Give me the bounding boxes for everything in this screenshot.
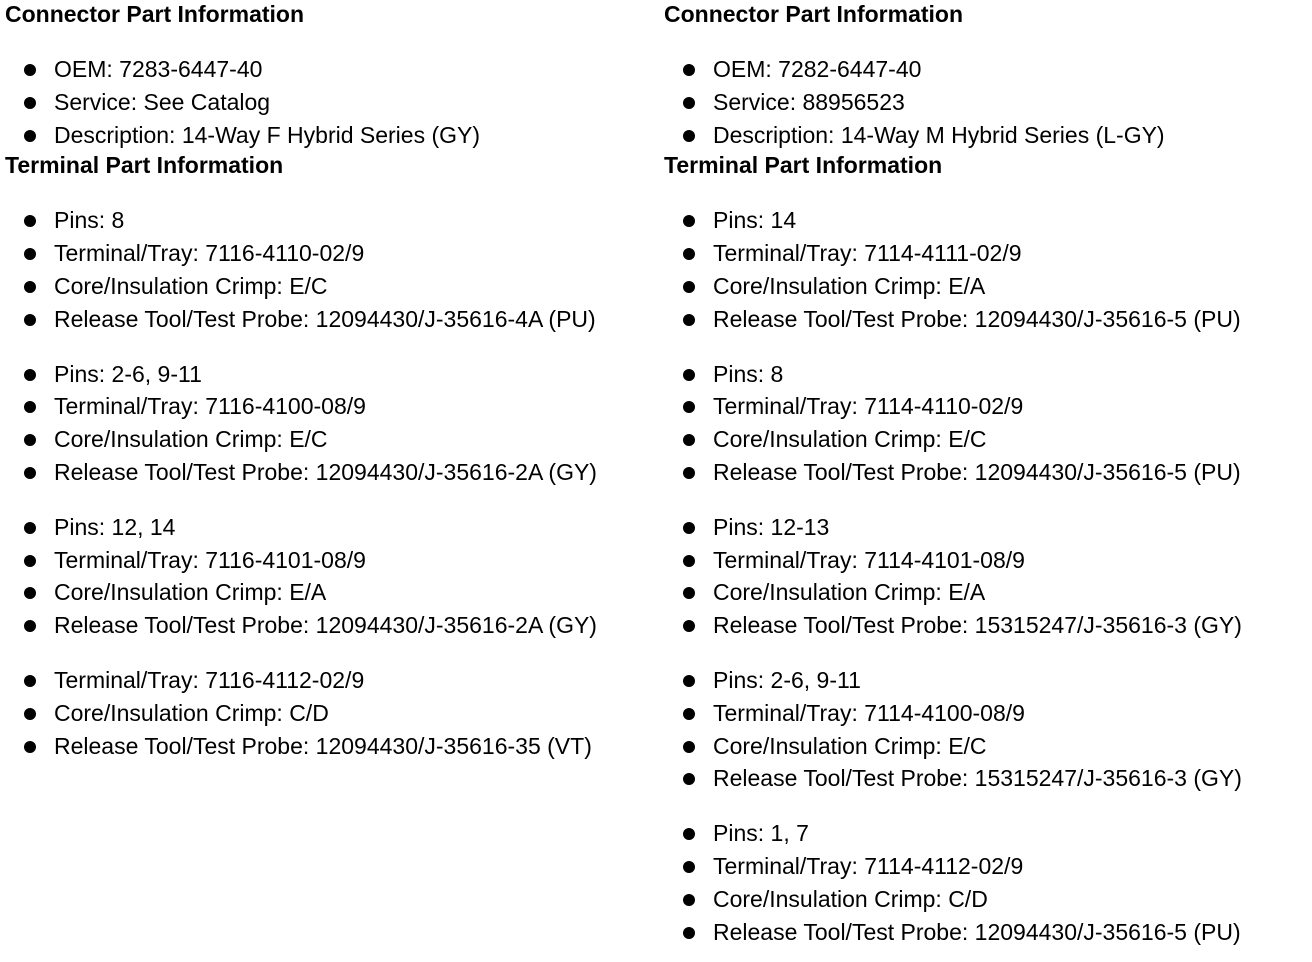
- bullet-icon: [24, 369, 36, 381]
- connector-heading: Connector Part Information: [664, 1, 964, 27]
- list-item: Core/Insulation Crimp: E/C: [5, 270, 655, 303]
- list-item: Terminal/Tray: 7114-4100-08/9: [664, 697, 1312, 730]
- list-item: Description: 14-Way M Hybrid Series (L-GY): [664, 119, 1312, 152]
- list-item: Pins: 12, 14: [5, 511, 655, 544]
- terminal-group: [5, 204, 655, 335]
- list-item: OEM: 7283-6447-40: [5, 53, 655, 86]
- bullet-icon: [683, 828, 695, 840]
- right-connector-column: [664, 0, 1312, 948]
- list-item: Release Tool/Test Probe: 12094430/J-35616-2A (GY): [5, 456, 655, 489]
- list-item: OEM: 7282-6447-40: [664, 53, 1312, 86]
- bullet-icon: [683, 314, 695, 326]
- terminal-group: [664, 204, 1312, 335]
- list-item: Core/Insulation Crimp: C/D: [5, 697, 655, 730]
- list-item: Core/Insulation Crimp: E/C: [664, 423, 1312, 456]
- bullet-icon: [683, 555, 695, 567]
- list-item: Pins: 8: [664, 358, 1312, 391]
- list-item: Pins: 2-6, 9-11: [664, 664, 1312, 697]
- list-item: Service: 88956523: [664, 86, 1312, 119]
- list-item: Terminal/Tray: 7116-4101-08/9: [5, 544, 655, 577]
- bullet-icon: [683, 741, 695, 753]
- terminal-group: [664, 511, 1312, 642]
- bullet-icon: [683, 215, 695, 227]
- bullet-icon: [683, 861, 695, 873]
- bullet-icon: [24, 130, 36, 142]
- connector-heading: Connector Part Information: [5, 1, 305, 27]
- list-item: Release Tool/Test Probe: 12094430/J-35616-5 (PU): [664, 916, 1312, 949]
- bullet-icon: [24, 314, 36, 326]
- bullet-icon: [24, 675, 36, 687]
- bullet-icon: [24, 555, 36, 567]
- list-item: Terminal/Tray: 7114-4112-02/9: [664, 850, 1312, 883]
- list-item: Release Tool/Test Probe: 12094430/J-35616-5 (PU): [664, 303, 1312, 336]
- bullet-icon: [683, 675, 695, 687]
- terminal-group: [664, 817, 1312, 948]
- terminal-group: [5, 664, 655, 762]
- list-item: Service: See Catalog: [5, 86, 655, 119]
- bullet-icon: [683, 587, 695, 599]
- list-item: Core/Insulation Crimp: E/A: [664, 576, 1312, 609]
- list-item: Terminal/Tray: 7114-4111-02/9: [664, 237, 1312, 270]
- terminal-heading: Terminal Part Information: [664, 152, 943, 179]
- bullet-icon: [683, 773, 695, 785]
- list-item: Terminal/Tray: 7114-4101-08/9: [664, 544, 1312, 577]
- left-connector-column: [5, 0, 655, 762]
- terminal-group: [664, 664, 1312, 795]
- list-item: Terminal/Tray: 7114-4110-02/9: [664, 390, 1312, 423]
- bullet-icon: [24, 708, 36, 720]
- bullet-icon: [683, 522, 695, 534]
- bullet-icon: [683, 708, 695, 720]
- bullet-icon: [683, 130, 695, 142]
- list-item: Core/Insulation Crimp: C/D: [664, 883, 1312, 916]
- terminal-heading: Terminal Part Information: [5, 152, 284, 179]
- bullet-icon: [683, 369, 695, 381]
- list-item: Core/Insulation Crimp: E/A: [5, 576, 655, 609]
- bullet-icon: [24, 248, 36, 260]
- connector-info-list: [664, 53, 1312, 151]
- list-item: Pins: 2-6, 9-11: [5, 358, 655, 391]
- list-item: Terminal/Tray: 7116-4100-08/9: [5, 390, 655, 423]
- list-item: Release Tool/Test Probe: 15315247/J-35616-3 (GY): [664, 762, 1312, 795]
- bullet-icon: [24, 587, 36, 599]
- list-item: Release Tool/Test Probe: 12094430/J-35616-5 (PU): [664, 456, 1312, 489]
- bullet-icon: [683, 248, 695, 260]
- list-item: Release Tool/Test Probe: 12094430/J-35616-35 (VT): [5, 730, 655, 763]
- terminal-group: [5, 358, 655, 489]
- list-item: Core/Insulation Crimp: E/C: [664, 730, 1312, 763]
- bullet-icon: [683, 927, 695, 939]
- bullet-icon: [683, 467, 695, 479]
- list-item: Description: 14-Way F Hybrid Series (GY): [5, 119, 655, 152]
- bullet-icon: [24, 741, 36, 753]
- list-item: Release Tool/Test Probe: 12094430/J-35616-4A (PU): [5, 303, 655, 336]
- bullet-icon: [24, 281, 36, 293]
- bullet-icon: [24, 215, 36, 227]
- list-item: Pins: 8: [5, 204, 655, 237]
- bullet-icon: [24, 620, 36, 632]
- bullet-icon: [683, 97, 695, 109]
- list-item: Pins: 1, 7: [664, 817, 1312, 850]
- connector-info-list: [5, 53, 655, 151]
- list-item: Pins: 12-13: [664, 511, 1312, 544]
- bullet-icon: [683, 281, 695, 293]
- bullet-icon: [24, 97, 36, 109]
- list-item: Core/Insulation Crimp: E/A: [664, 270, 1312, 303]
- list-item: Terminal/Tray: 7116-4112-02/9: [5, 664, 655, 697]
- terminal-group: [5, 511, 655, 642]
- list-item: Terminal/Tray: 7116-4110-02/9: [5, 237, 655, 270]
- bullet-icon: [683, 894, 695, 906]
- bullet-icon: [24, 434, 36, 446]
- bullet-icon: [683, 620, 695, 632]
- bullet-icon: [24, 467, 36, 479]
- terminal-group: [664, 358, 1312, 489]
- list-item: Pins: 14: [664, 204, 1312, 237]
- bullet-icon: [683, 64, 695, 76]
- bullet-icon: [683, 401, 695, 413]
- list-item: Release Tool/Test Probe: 15315247/J-35616-3 (GY): [664, 609, 1312, 642]
- bullet-icon: [24, 522, 36, 534]
- bullet-icon: [24, 401, 36, 413]
- bullet-icon: [24, 64, 36, 76]
- list-item: Core/Insulation Crimp: E/C: [5, 423, 655, 456]
- bullet-icon: [683, 434, 695, 446]
- list-item: Release Tool/Test Probe: 12094430/J-35616-2A (GY): [5, 609, 655, 642]
